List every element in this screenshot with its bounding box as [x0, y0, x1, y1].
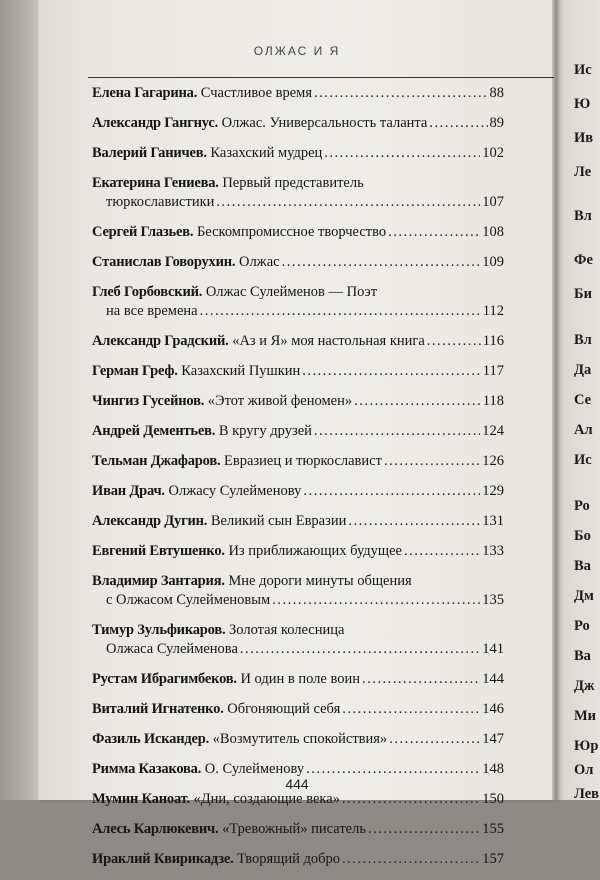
- toc-entry: [92, 700, 504, 719]
- toc-author: Герман Греф.: [92, 363, 178, 379]
- toc-title: «Возмутитель спокойствия»: [212, 731, 388, 747]
- toc-title: Казахский Пушкин: [181, 363, 301, 379]
- right-page-fragment: Ив: [574, 130, 594, 146]
- toc-page-number: 116: [482, 333, 504, 349]
- right-page-fragment: Би: [574, 286, 592, 302]
- toc-page-number: 118: [482, 393, 504, 409]
- toc-entry: [92, 452, 504, 471]
- right-page-fragment: Ро: [574, 618, 590, 634]
- toc-author: Ираклий Квирикадзе.: [92, 851, 234, 867]
- toc-leader-dots: [362, 670, 480, 689]
- toc-title: Олжас: [238, 254, 280, 270]
- toc-title: Бескомпромиссное творчество: [196, 224, 387, 240]
- page-number: 444: [285, 776, 309, 792]
- toc-entry-line: [92, 253, 504, 272]
- toc-entry: [92, 144, 504, 163]
- toc-entry: [92, 223, 504, 242]
- toc-title-continuation: Олжаса Сулейменова: [106, 641, 238, 657]
- toc-page-number: 117: [482, 363, 504, 379]
- right-page-fragment: Се: [574, 392, 592, 408]
- toc-entry: [92, 114, 504, 133]
- toc-page-number: 108: [482, 224, 504, 240]
- right-page-fragment: Дж: [574, 678, 595, 694]
- toc-page-number: 131: [482, 513, 504, 529]
- toc-author: Фазиль Искандер.: [92, 731, 210, 747]
- toc-leader-dots: [342, 700, 480, 719]
- toc-entry-line: [92, 174, 504, 193]
- header-rule: [88, 77, 554, 78]
- toc-title: Первый представитель: [222, 175, 364, 191]
- toc-title: «Аз и Я» моя настольная книга: [232, 333, 425, 349]
- toc-leader-dots: [348, 512, 480, 531]
- toc-author: Виталий Игнатенко.: [92, 701, 224, 717]
- toc-leader-dots: [303, 482, 480, 501]
- toc-entry-line: [92, 700, 504, 719]
- toc-title-continuation: на все времена: [106, 303, 198, 319]
- toc-entry-line: [92, 452, 504, 471]
- toc-author: Елена Гагарина.: [92, 85, 198, 101]
- toc-author: Тельман Джафаров.: [92, 453, 221, 469]
- toc-page-number: 147: [482, 731, 504, 747]
- right-page-fragment: Ва: [574, 648, 591, 664]
- toc-page-number: 109: [482, 254, 504, 270]
- toc-title: «Этот живой феномен»: [207, 393, 353, 409]
- toc-title: Олжасу Сулейменову: [168, 483, 302, 499]
- toc-entry: [92, 283, 504, 321]
- toc-entry: [92, 174, 504, 212]
- right-page-fragment: Ми: [574, 708, 597, 724]
- toc-leader-dots: [368, 820, 480, 839]
- toc-author: Андрей Дементьев.: [92, 423, 216, 439]
- toc-author: Александр Гангнус.: [92, 115, 219, 131]
- toc-page-number: 155: [482, 821, 504, 837]
- toc-page-number: 157: [482, 851, 504, 867]
- toc-page-number: 144: [482, 671, 504, 687]
- toc-title-continuation: с Олжасом Сулейменовым: [106, 592, 271, 608]
- toc-entry: [92, 482, 504, 501]
- toc-entry-continuation: [92, 640, 504, 659]
- toc-title: Счастливое время: [200, 85, 313, 101]
- toc-author: Иван Драч.: [92, 483, 165, 499]
- toc-author: Владимир Зантария.: [92, 573, 225, 589]
- toc-title: Мне дороги минуты общения: [228, 573, 412, 589]
- toc-page-number: 89: [489, 115, 504, 131]
- toc-leader-dots: [388, 223, 480, 242]
- toc-page-number: 135: [482, 592, 504, 608]
- toc-title: «Дни, создающие века»: [193, 791, 340, 807]
- right-page-fragment: Ал: [574, 422, 593, 438]
- toc-leader-dots: [389, 730, 480, 749]
- right-page-fragment: Ол: [574, 762, 594, 778]
- toc-title: Великий сын Евразии: [210, 513, 347, 529]
- toc-title: В кругу друзей: [218, 423, 312, 439]
- toc-leader-dots: [429, 114, 487, 133]
- toc-page-number: 146: [482, 701, 504, 717]
- running-head: ОЛЖАС И Я: [253, 44, 341, 58]
- toc-entry-line: [92, 621, 504, 640]
- toc-entry: [92, 670, 504, 689]
- toc-page-number: 112: [482, 303, 504, 319]
- toc-author: Валерий Ганичев.: [92, 145, 207, 161]
- right-page-fragment: Ро: [574, 498, 590, 514]
- toc-entry: [92, 572, 504, 610]
- toc-author: Александр Дугин.: [92, 513, 208, 529]
- toc-page-number: 133: [482, 543, 504, 559]
- toc-entry-line: [92, 542, 504, 561]
- toc-title: Обгоняющий себя: [227, 701, 341, 717]
- toc-author: Сергей Глазьев.: [92, 224, 194, 240]
- toc-entry: [92, 850, 504, 869]
- toc-entry-line: [92, 422, 504, 441]
- right-page-fragment: Ис: [574, 62, 592, 78]
- toc-author: Римма Казакова.: [92, 761, 202, 777]
- toc-page-number: 126: [482, 453, 504, 469]
- toc-author: Евгений Евтушенко.: [92, 543, 225, 559]
- toc-entry-line: [92, 114, 504, 133]
- right-page-fragment: Ю: [574, 96, 591, 112]
- toc-entry-continuation: [92, 193, 504, 212]
- toc-leader-dots: [384, 452, 480, 471]
- toc-entry-line: [92, 392, 504, 411]
- toc-title: Олжас. Универсальность таланта: [221, 115, 428, 131]
- toc-leader-dots: [404, 542, 480, 561]
- table-of-contents: [92, 84, 504, 880]
- toc-page-number: 124: [482, 423, 504, 439]
- toc-entry: [92, 542, 504, 561]
- toc-entry: [92, 253, 504, 272]
- toc-title: Творящий добро: [237, 851, 341, 867]
- right-page-fragment: Фе: [574, 252, 593, 268]
- right-page-fragment: Вл: [574, 208, 592, 224]
- toc-leader-dots: [314, 84, 487, 103]
- toc-entry-line: [92, 482, 504, 501]
- toc-entry: [92, 512, 504, 531]
- toc-leader-dots: [216, 193, 480, 212]
- toc-entry-line: [92, 572, 504, 591]
- toc-leader-dots: [342, 850, 480, 869]
- toc-entry-line: [92, 283, 504, 302]
- toc-entry-line: [92, 670, 504, 689]
- toc-author: Чингиз Гусейнов.: [92, 393, 205, 409]
- right-page-fragment: Ле: [574, 164, 592, 180]
- toc-entry-line: [92, 850, 504, 869]
- toc-entry-line: [92, 362, 504, 381]
- right-page-fragment: Вл: [574, 332, 592, 348]
- toc-page-number: 107: [482, 194, 504, 210]
- toc-entry: [92, 84, 504, 103]
- toc-entry: [92, 621, 504, 659]
- right-page-fragment: Ис: [574, 452, 592, 468]
- toc-leader-dots: [272, 591, 480, 610]
- toc-page-number: 102: [482, 145, 504, 161]
- toc-entry: [92, 422, 504, 441]
- toc-title: Золотая колесница: [229, 622, 345, 638]
- toc-entry: [92, 392, 504, 411]
- toc-title: Олжас Сулейменов — Поэт: [205, 284, 378, 300]
- toc-author: Александр Градский.: [92, 333, 229, 349]
- toc-entry: [92, 362, 504, 381]
- toc-page-number: 150: [482, 791, 504, 807]
- toc-title: Казахский мудрец: [210, 145, 323, 161]
- book-gutter: [552, 0, 560, 800]
- toc-page-number: 129: [482, 483, 504, 499]
- toc-author: Екатерина Гениева.: [92, 175, 219, 191]
- toc-leader-dots: [314, 422, 480, 441]
- toc-leader-dots: [302, 362, 481, 381]
- toc-entry-line: [92, 84, 504, 103]
- toc-entry: [92, 730, 504, 749]
- toc-leader-dots: [200, 302, 481, 321]
- toc-entry-line: [92, 730, 504, 749]
- toc-title: Из приближающих будущее: [228, 543, 402, 559]
- toc-title: И один в поле воин: [240, 671, 360, 687]
- toc-title: О. Сулейменову: [204, 761, 305, 777]
- toc-author: Мумин Каноат.: [92, 791, 190, 807]
- right-page-fragment: Бо: [574, 528, 591, 544]
- toc-leader-dots: [324, 144, 480, 163]
- toc-page-number: 148: [482, 761, 504, 777]
- toc-title-continuation: тюркославистики: [106, 194, 215, 210]
- toc-entry-line: [92, 144, 504, 163]
- toc-leader-dots: [354, 392, 481, 411]
- right-page-fragment: Лев: [574, 786, 599, 802]
- right-page-fragment: Юр: [574, 738, 599, 754]
- toc-page-number: 141: [482, 641, 504, 657]
- toc-entry-line: [92, 223, 504, 242]
- toc-author: Рустам Ибрагимбеков.: [92, 671, 237, 687]
- right-page-fragment: Да: [574, 362, 592, 378]
- toc-leader-dots: [240, 640, 480, 659]
- toc-author: Тимур Зульфикаров.: [92, 622, 226, 638]
- toc-entry: [92, 332, 504, 351]
- toc-leader-dots: [282, 253, 481, 272]
- toc-entry-line: [92, 820, 504, 839]
- toc-entry-line: [92, 512, 504, 531]
- right-page-fragment: Ва: [574, 558, 591, 574]
- toc-author: Глеб Горбовский.: [92, 284, 203, 300]
- toc-title: Евразиец и тюркославист: [224, 453, 382, 469]
- toc-entry-continuation: [92, 591, 504, 610]
- toc-entry-line: [92, 332, 504, 351]
- toc-title: «Тревожный» писатель: [222, 821, 366, 837]
- toc-entry: [92, 820, 504, 839]
- toc-page-number: 88: [489, 85, 504, 101]
- toc-author: Станислав Говорухин.: [92, 254, 236, 270]
- toc-entry-continuation: [92, 302, 504, 321]
- toc-leader-dots: [427, 332, 481, 351]
- right-page-fragment: Дм: [574, 588, 594, 604]
- toc-author: Алесь Карлюкевич.: [92, 821, 219, 837]
